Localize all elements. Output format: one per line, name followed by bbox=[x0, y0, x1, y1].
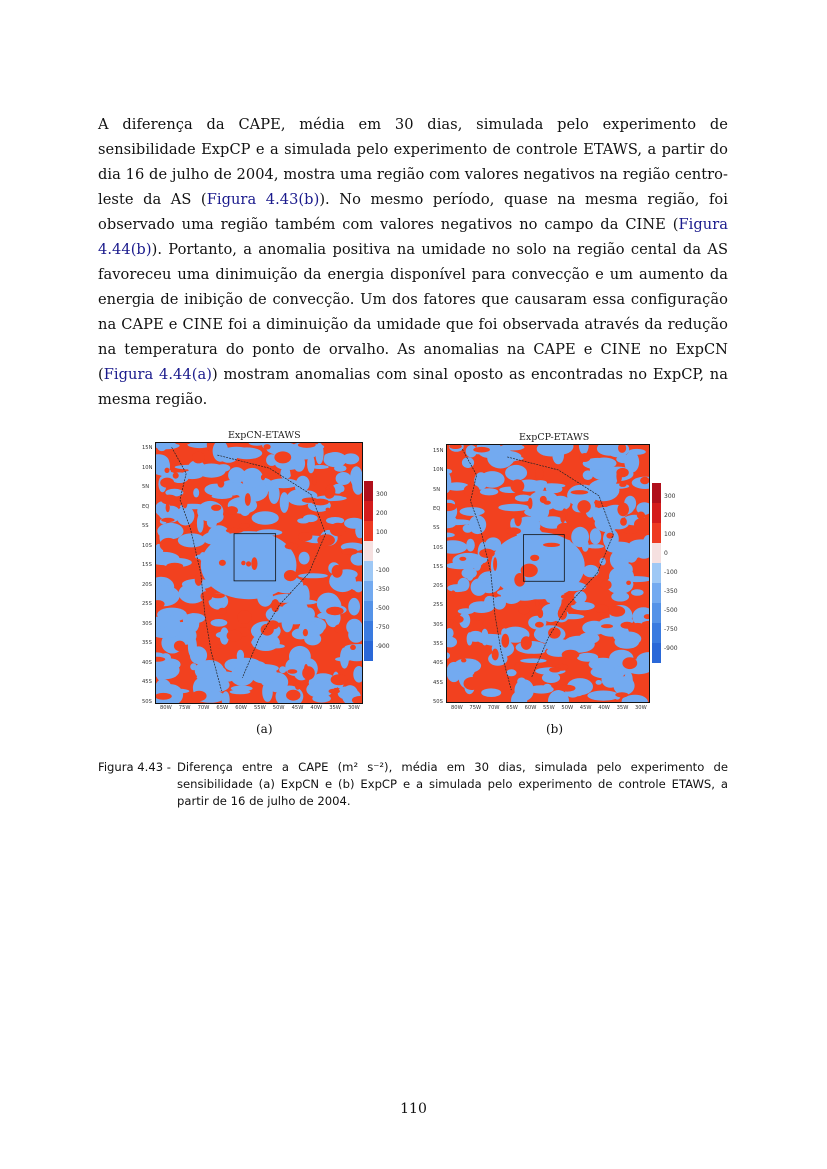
lon-tick-label: 75W bbox=[469, 705, 482, 711]
lat-tick-label: 5S bbox=[142, 523, 149, 530]
colorbar-label: -900 bbox=[664, 645, 678, 652]
colorbar-label: -100 bbox=[376, 567, 390, 574]
caption-lead: Figura 4.43 - bbox=[98, 760, 171, 774]
colorbar-label: -500 bbox=[376, 605, 390, 612]
lat-tick-label: 5S bbox=[433, 525, 440, 532]
lat-tick-label: 30S bbox=[433, 621, 443, 628]
colorbar-label: 100 bbox=[664, 531, 676, 538]
lat-tick-label: 25S bbox=[433, 602, 443, 609]
paragraph-text-3: ). Portanto, a anomalia positiva na umidade no solo na região cental da AS favoreceu uma dinimuição da energia disponível para convecção e um aumento da energia de inibição de convecção. Um dos fatores que causaram essa configuração na CAPE e CINE foi a diminuição da umidade que foi observada através da redução na temperatura do ponto de orvalho. As anomalias na CAPE e CINE no ExpCN ( bbox=[98, 241, 728, 383]
lat-tick-label: 35S bbox=[142, 640, 152, 647]
lon-tick-label: 35W bbox=[329, 705, 341, 711]
lat-tick-label: 15S bbox=[142, 562, 152, 569]
lon-tick-label: 70W bbox=[197, 705, 210, 711]
colorbar-label: -350 bbox=[376, 586, 390, 593]
panel-b-map bbox=[446, 444, 650, 708]
figure-caption bbox=[98, 759, 730, 810]
lon-tick-label: 65W bbox=[506, 705, 518, 711]
colorbar-swatch bbox=[652, 563, 661, 583]
colorbar-swatch bbox=[364, 621, 373, 641]
lat-tick-label: 25S bbox=[142, 601, 152, 608]
lat-tick-label: 10N bbox=[433, 467, 444, 474]
colorbar-label: 200 bbox=[664, 512, 676, 519]
lon-tick-label: 80W bbox=[451, 705, 463, 711]
lat-tick-label: 10S bbox=[142, 542, 152, 549]
lat-tick-label: EQ bbox=[433, 505, 441, 512]
body-paragraph bbox=[98, 112, 728, 412]
lon-tick-label: 80W bbox=[160, 705, 172, 711]
lat-tick-label: 20S bbox=[142, 581, 152, 588]
panel-b-title: ExpCP-ETAWS bbox=[519, 432, 590, 443]
colorbar-swatch bbox=[652, 523, 661, 543]
colorbar-label: 100 bbox=[376, 529, 388, 536]
lon-tick-label: 30W bbox=[635, 705, 647, 711]
colorbar-swatch bbox=[652, 583, 661, 603]
colorbar-label: -750 bbox=[376, 624, 390, 631]
lon-tick-label: 45W bbox=[291, 705, 304, 711]
lat-tick-label: 50S bbox=[433, 699, 443, 705]
colorbar-label: -900 bbox=[376, 643, 390, 650]
lat-tick-label: 15S bbox=[433, 563, 443, 570]
colorbar-swatch bbox=[652, 543, 661, 563]
figure-link-4-44a[interactable]: Figura 4.44(a) bbox=[103, 366, 212, 383]
colorbar-label: 0 bbox=[376, 548, 380, 555]
colorbar-swatch bbox=[364, 541, 373, 561]
paragraph-text-4: ) mostram anomalias com sinal oposto as encontradas no ExpCP, na mesma região. bbox=[98, 366, 728, 408]
colorbar-swatch bbox=[364, 641, 373, 661]
panel-a-sublabel: (a) bbox=[256, 722, 273, 736]
lat-tick-label: 40S bbox=[433, 660, 443, 667]
paragraph-text-2: ). No mesmo período, quase na mesma região, foi observado uma região também com valores negativos no campo da CINE ( bbox=[98, 191, 728, 233]
lon-tick-label: 75W bbox=[178, 705, 191, 711]
caption-body: Diferença entre a CAPE (m² s⁻²), média em 30 dias, simulada pelo experimento de sensibilidade (a) ExpCN e (b) ExpCP e a simulada pelo experimento de controle ETAWS, a partir de 16 de julho de 2004. bbox=[177, 760, 728, 808]
colorbar-swatch bbox=[652, 623, 661, 643]
colorbar-swatch bbox=[364, 521, 373, 541]
colorbar-swatch bbox=[364, 561, 373, 581]
lat-tick-label: 5N bbox=[433, 486, 441, 493]
paragraph-text-1: A diferença da CAPE, média em 30 dias, simulada pelo experimento de sensibilidade ExpCP e a simulada pelo experimento de controle ETAWS, a partir do dia 16 de julho de 2004, mostra uma região com valores negativos na região centro-leste da AS ( bbox=[98, 116, 728, 208]
lat-tick-label: 40S bbox=[142, 659, 152, 666]
lat-tick-label: 50S bbox=[142, 699, 152, 705]
lat-tick-label: 10S bbox=[433, 544, 443, 551]
lon-tick-label: 30W bbox=[348, 705, 360, 711]
lon-tick-label: 40W bbox=[310, 705, 323, 711]
lon-tick-label: 60W bbox=[524, 705, 537, 711]
colorbar-label: -500 bbox=[664, 607, 678, 614]
lat-tick-label: 45S bbox=[142, 679, 152, 686]
colorbar-swatch bbox=[652, 643, 661, 663]
colorbar-label: 0 bbox=[664, 550, 668, 557]
colorbar-swatch bbox=[364, 481, 373, 501]
panel-b-sublabel: (b) bbox=[546, 722, 564, 736]
lon-tick-label: 35W bbox=[616, 705, 629, 711]
colorbar-swatch bbox=[364, 501, 373, 521]
colorbar-label: -100 bbox=[664, 569, 678, 576]
colorbar-swatch bbox=[364, 581, 373, 601]
lon-tick-label: 55W bbox=[254, 705, 266, 711]
colorbar-swatch bbox=[652, 603, 661, 623]
lat-tick-label: 15N bbox=[142, 445, 153, 451]
lon-tick-label: 40W bbox=[598, 705, 610, 711]
colorbar-label: 300 bbox=[664, 493, 676, 500]
panel-a-title: ExpCN-ETAWS bbox=[228, 430, 301, 441]
lon-tick-label: 50W bbox=[272, 705, 285, 711]
colorbar-label: 200 bbox=[376, 510, 388, 517]
lat-tick-label: 20S bbox=[433, 583, 443, 590]
lat-tick-label: 15N bbox=[433, 448, 444, 454]
colorbar-label: 300 bbox=[376, 491, 388, 498]
colorbar-swatch bbox=[652, 483, 661, 503]
lat-tick-label: 5N bbox=[142, 484, 150, 491]
lon-tick-label: 50W bbox=[561, 705, 574, 711]
lon-tick-label: 70W bbox=[487, 705, 500, 711]
figure-link-4-44b[interactable]: Figura 4.44(b) bbox=[98, 216, 728, 258]
lon-tick-label: 45W bbox=[579, 705, 592, 711]
lon-tick-label: 55W bbox=[543, 705, 555, 711]
lat-tick-label: 35S bbox=[433, 641, 443, 648]
colorbar-label: -750 bbox=[664, 626, 678, 633]
panel-b-colorbar bbox=[652, 483, 661, 663]
panel-a-map bbox=[155, 442, 363, 709]
colorbar-label: -350 bbox=[664, 588, 678, 595]
page-number: 110 bbox=[400, 1101, 427, 1117]
lat-tick-label: 10N bbox=[142, 464, 153, 471]
colorbar-swatch bbox=[652, 503, 661, 523]
lat-tick-label: EQ bbox=[142, 503, 150, 510]
figure-link-4-43b[interactable]: Figura 4.43(b) bbox=[206, 191, 320, 208]
colorbar-swatch bbox=[364, 601, 373, 621]
lat-tick-label: 30S bbox=[142, 620, 152, 627]
lon-tick-label: 65W bbox=[216, 705, 229, 711]
lat-tick-label: 45S bbox=[433, 679, 443, 686]
lon-tick-label: 60W bbox=[235, 705, 247, 711]
panel-a-colorbar bbox=[364, 481, 373, 661]
